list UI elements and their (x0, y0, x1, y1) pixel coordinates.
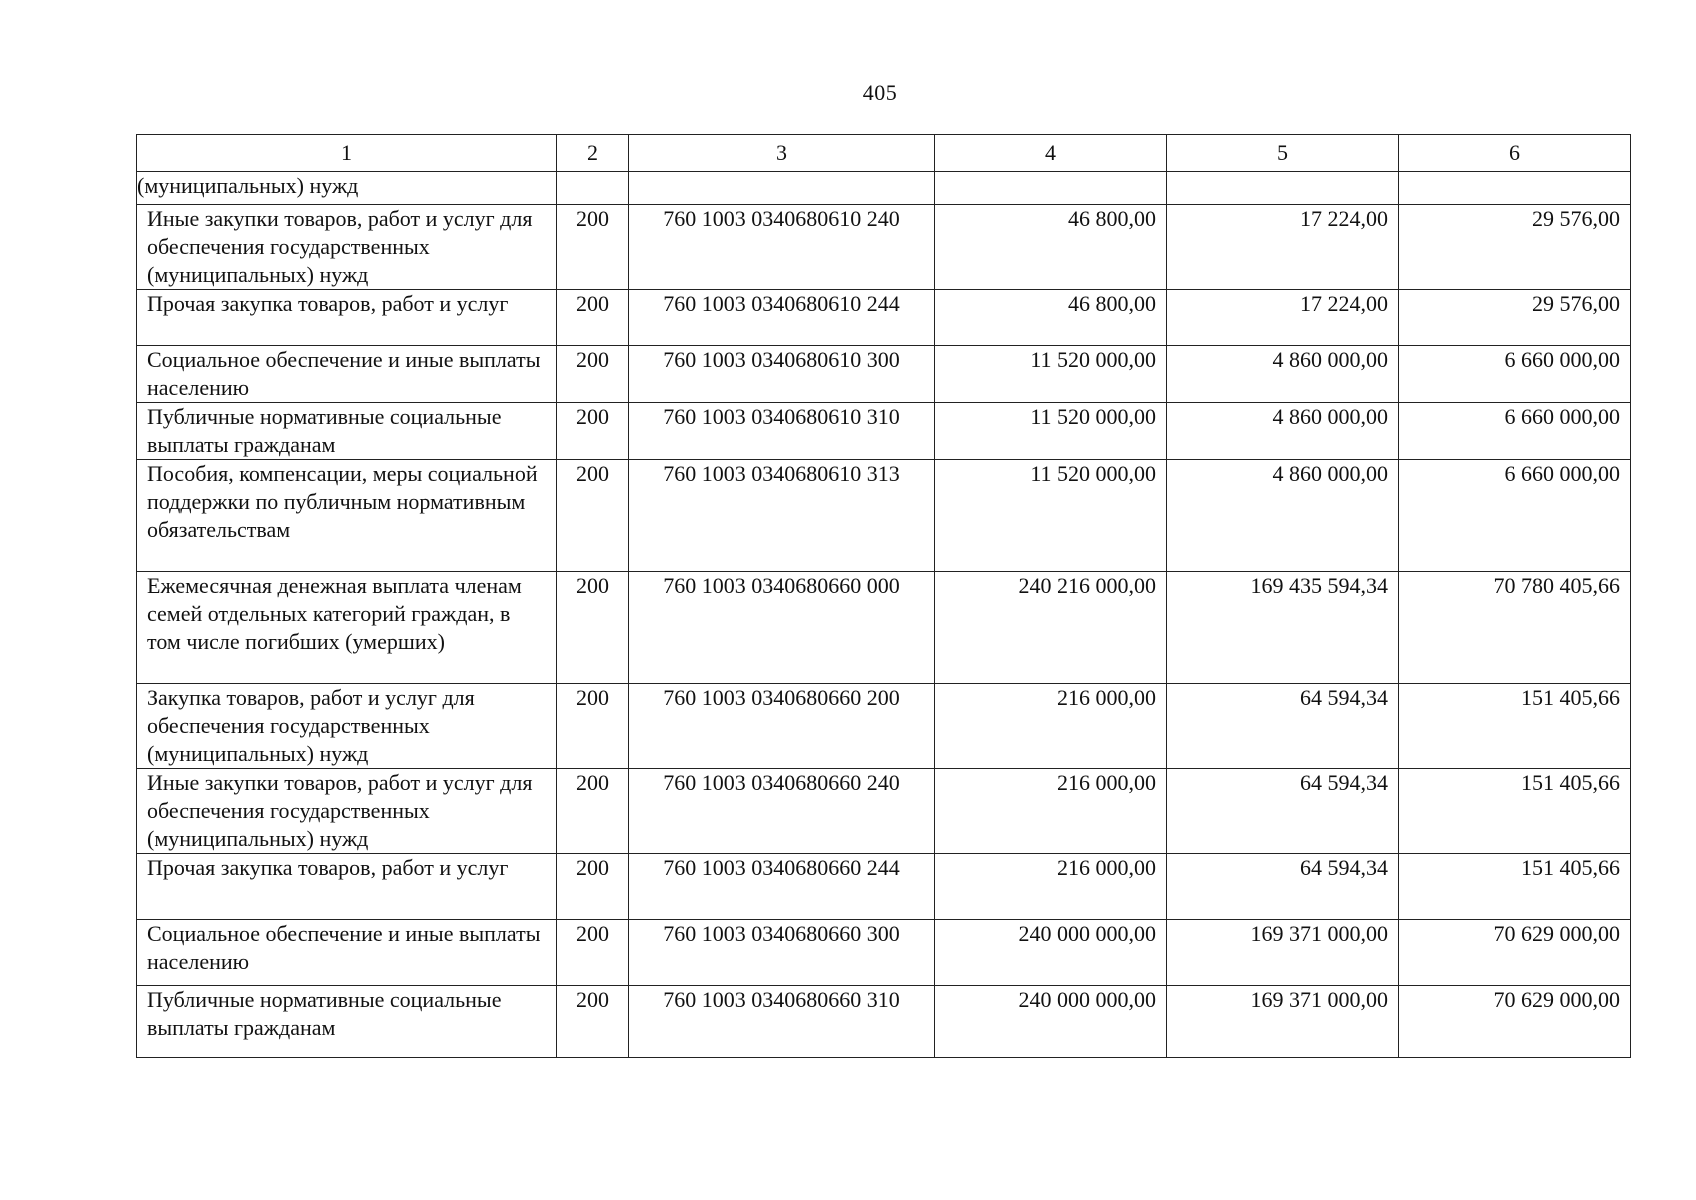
row-col4: 216 000,00 (935, 684, 1167, 769)
row-col6: 6 660 000,00 (1399, 346, 1631, 403)
row-col5: 169 371 000,00 (1167, 920, 1399, 986)
row-col6: 151 405,66 (1399, 854, 1631, 920)
empty-cell (935, 172, 1167, 205)
row-code: 200 (557, 986, 629, 1058)
table-row (137, 920, 1631, 986)
row-code: 200 (557, 205, 629, 290)
row-code: 200 (557, 403, 629, 460)
row-code: 200 (557, 290, 629, 346)
table-header (137, 135, 1631, 172)
header-row (137, 135, 1631, 172)
table-row (137, 290, 1631, 346)
row-name: Пособия, компенсации, меры социальной поддержки по публичным нормативным обязательствам (137, 460, 557, 572)
table-row (137, 205, 1631, 290)
row-col5: 169 371 000,00 (1167, 986, 1399, 1058)
row-col5: 64 594,34 (1167, 769, 1399, 854)
continuation-row (137, 172, 1631, 205)
row-code: 200 (557, 572, 629, 684)
row-col5: 4 860 000,00 (1167, 460, 1399, 572)
row-col5: 64 594,34 (1167, 684, 1399, 769)
row-code: 200 (557, 769, 629, 854)
empty-cell (629, 172, 935, 205)
row-name: Ежемесячная денежная выплата членам семей отдельных категорий граждан, в том числе погибших (умерших) (137, 572, 557, 684)
row-kbk: 760 1003 0340680660 244 (629, 854, 935, 920)
empty-cell (1167, 172, 1399, 205)
row-kbk: 760 1003 0340680660 300 (629, 920, 935, 986)
row-col4: 11 520 000,00 (935, 403, 1167, 460)
row-col5: 4 860 000,00 (1167, 346, 1399, 403)
column-header-6: 6 (1399, 135, 1631, 172)
row-col6: 70 629 000,00 (1399, 920, 1631, 986)
row-col6: 29 576,00 (1399, 205, 1631, 290)
row-kbk: 760 1003 0340680660 240 (629, 769, 935, 854)
row-name: Прочая закупка товаров, работ и услуг (137, 854, 557, 920)
row-kbk: 760 1003 0340680660 200 (629, 684, 935, 769)
row-kbk: 760 1003 0340680610 310 (629, 403, 935, 460)
row-col4: 240 000 000,00 (935, 920, 1167, 986)
row-code: 200 (557, 854, 629, 920)
row-col6: 151 405,66 (1399, 769, 1631, 854)
row-col4: 240 000 000,00 (935, 986, 1167, 1058)
row-kbk: 760 1003 0340680610 244 (629, 290, 935, 346)
column-header-1: 1 (137, 135, 557, 172)
table-row (137, 460, 1631, 572)
column-header-3: 3 (629, 135, 935, 172)
row-name: Социальное обеспечение и иные выплаты населению (137, 346, 557, 403)
column-header-4: 4 (935, 135, 1167, 172)
row-col5: 17 224,00 (1167, 290, 1399, 346)
row-col5: 169 435 594,34 (1167, 572, 1399, 684)
row-kbk: 760 1003 0340680610 240 (629, 205, 935, 290)
table-row (137, 346, 1631, 403)
table-row (137, 986, 1631, 1058)
table-row (137, 572, 1631, 684)
empty-cell (557, 172, 629, 205)
row-col4: 216 000,00 (935, 854, 1167, 920)
row-col4: 46 800,00 (935, 290, 1167, 346)
row-code: 200 (557, 684, 629, 769)
row-col6: 6 660 000,00 (1399, 460, 1631, 572)
row-col5: 64 594,34 (1167, 854, 1399, 920)
table-row (137, 769, 1631, 854)
row-col6: 70 780 405,66 (1399, 572, 1631, 684)
row-name: Иные закупки товаров, работ и услуг для обеспечения государственных (муниципальных) нужд (137, 205, 557, 290)
row-code: 200 (557, 346, 629, 403)
table-row (137, 854, 1631, 920)
continuation-cell: (муниципальных) нужд (137, 172, 557, 205)
row-kbk: 760 1003 0340680610 300 (629, 346, 935, 403)
page-number: 405 (862, 80, 898, 105)
row-name: Социальное обеспечение и иные выплаты населению (137, 920, 557, 986)
column-header-5: 5 (1167, 135, 1399, 172)
row-col6: 151 405,66 (1399, 684, 1631, 769)
row-name: Закупка товаров, работ и услуг для обеспечения государственных (муниципальных) нужд (137, 684, 557, 769)
row-col4: 46 800,00 (935, 205, 1167, 290)
row-col4: 216 000,00 (935, 769, 1167, 854)
row-col6: 6 660 000,00 (1399, 403, 1631, 460)
row-col4: 11 520 000,00 (935, 346, 1167, 403)
row-col4: 11 520 000,00 (935, 460, 1167, 572)
column-header-2: 2 (557, 135, 629, 172)
table-body (137, 172, 1631, 1058)
row-kbk: 760 1003 0340680610 313 (629, 460, 935, 572)
row-col5: 17 224,00 (1167, 205, 1399, 290)
row-col6: 29 576,00 (1399, 290, 1631, 346)
row-code: 200 (557, 920, 629, 986)
row-name: Прочая закупка товаров, работ и услуг (137, 290, 557, 346)
table-row (137, 403, 1631, 460)
row-name: Публичные нормативные социальные выплаты гражданам (137, 403, 557, 460)
row-col6: 70 629 000,00 (1399, 986, 1631, 1058)
row-kbk: 760 1003 0340680660 000 (629, 572, 935, 684)
row-code: 200 (557, 460, 629, 572)
row-kbk: 760 1003 0340680660 310 (629, 986, 935, 1058)
table-row (137, 684, 1631, 769)
row-col4: 240 216 000,00 (935, 572, 1167, 684)
budget-table (136, 134, 1631, 1058)
row-name: Иные закупки товаров, работ и услуг для обеспечения государственных (муниципальных) нужд (137, 769, 557, 854)
empty-cell (1399, 172, 1631, 205)
row-name: Публичные нормативные социальные выплаты гражданам (137, 986, 557, 1058)
row-col5: 4 860 000,00 (1167, 403, 1399, 460)
